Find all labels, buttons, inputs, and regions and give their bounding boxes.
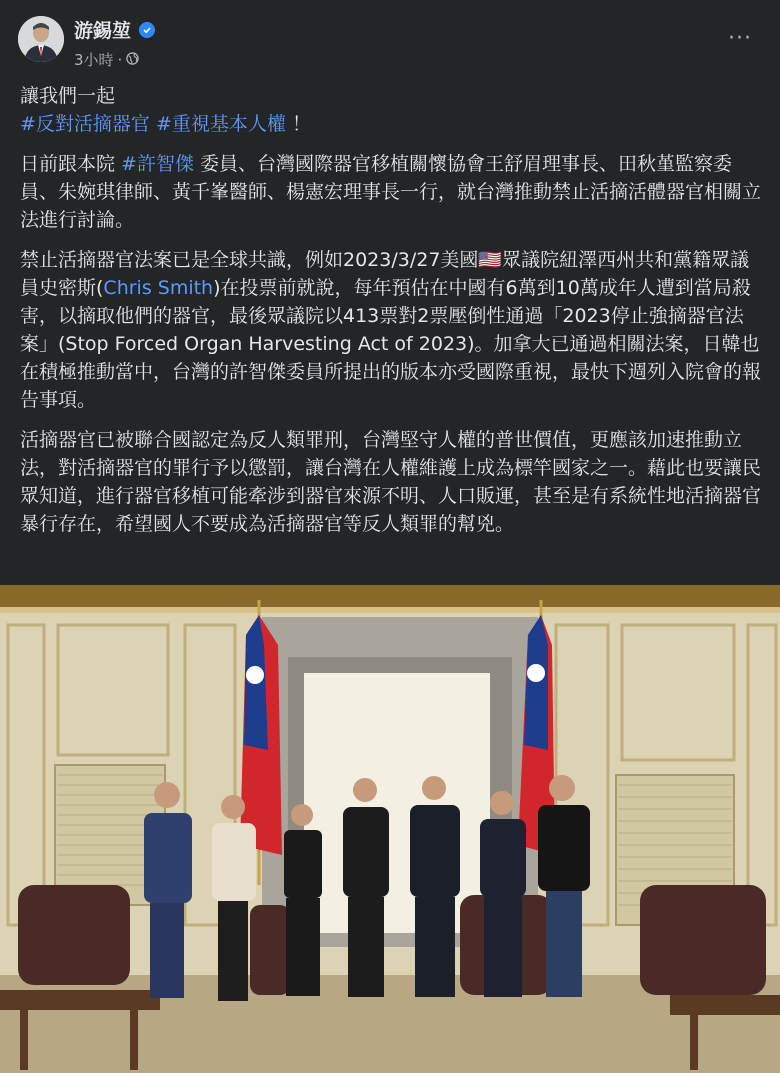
hashtag-link[interactable]: #重視基本人權 — [155, 113, 286, 135]
author-name[interactable]: 游錫堃 — [74, 20, 132, 42]
author-avatar[interactable] — [18, 16, 64, 62]
hashtag-link[interactable]: #許智傑 — [121, 153, 194, 175]
post-body — [20, 82, 765, 550]
verified-badge-icon — [139, 22, 155, 38]
more-options-icon[interactable]: ··· — [728, 26, 752, 51]
globe-icon — [126, 51, 139, 69]
post-paragraph: 日前跟本院 #許智傑 委員、台灣國際器官移植關懷協會王舒眉理事長、田秋堇監察委員、朱婉琪律師、黃千峯醫師、楊憲宏理事長一行，就台灣推動禁止活摘活體器官相關立法進行討論。 — [20, 153, 762, 231]
author-name-row — [74, 16, 155, 43]
profile-link[interactable]: Chris Smith — [103, 277, 214, 299]
post-meta: 3小時 · — [74, 49, 139, 70]
post-intro: 讓我們一起 #反對活摘器官 #重視基本人權 ！ — [20, 85, 311, 135]
post-photo[interactable] — [0, 585, 780, 1073]
post-header — [0, 0, 780, 80]
hashtag-link[interactable]: #反對活摘器官 — [20, 113, 150, 135]
post-paragraph: 禁止活摘器官法案已是全球共識，例如2023/3/27美國🇺🇸眾議院紐澤西州共和黨籍眾議員史密斯(Chris Smith)在投票前就說，每年預估在中國有6萬到10萬成年人遭到當局殺害，以摘取他們的器官，最後眾議院以413票對2票壓倒性通過「2023停止強摘器官法案」(Stop Forced Organ Harvesting Act of 2023)。加拿大已通過相關法案，日韓也在積極推動當中，台灣的許智傑委員所提出的版本亦受國際重視，最快下週列入院會的報告事項。 — [20, 249, 762, 411]
post-timestamp[interactable]: 3小時 — [74, 51, 114, 69]
post-paragraph: 活摘器官已被聯合國認定為反人類罪刑，台灣堅守人權的普世價值，更應該加速推動立法，對活摘器官的罪行予以懲罰，讓台灣在人權維護上成為標竿國家之一。藉此也要讓民眾知道，進行器官移植可能牽涉到器官來源不明、人口販運，甚至是有系統性地活摘器官暴行存在，希望國人不要成為活摘器官等反人類罪的幫兇。 — [20, 429, 762, 535]
